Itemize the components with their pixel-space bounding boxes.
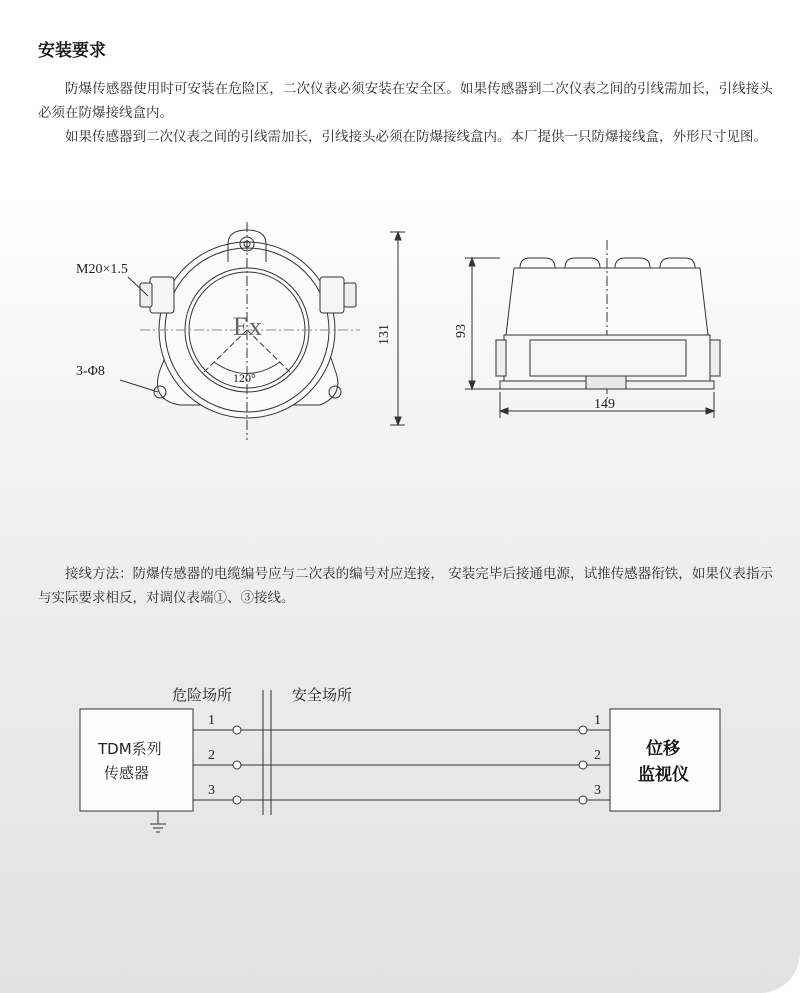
junction-box-front-view (120, 222, 405, 440)
monitor-label-line2: 监视仪 (638, 765, 689, 785)
junction-box-side-view (465, 240, 720, 418)
paragraph-junction-box: 如果传感器到二次仪表之间的引线需加长，引线接头必须在防爆接线盒内。本厂提供一只防爆接线盒，外形尺寸见图。 (65, 129, 767, 145)
sensor-label-line1: TDM系列 (98, 740, 162, 758)
terminal-left-3: 3 (208, 783, 215, 798)
ex-mark: Ex (233, 312, 262, 341)
section-title: 安装要求 (38, 41, 106, 61)
danger-zone-label: 危险场所 (172, 686, 233, 704)
wiring-diagram (80, 690, 720, 832)
monitor-label-line1: 位移 (646, 739, 680, 759)
paragraph-wiring-method: 接线方法：防爆传感器的电缆编号应与二次表的编号对应连接， 安装完毕后接通电源，试推传感器衔铁，如果仪表指示与实际要求相反，对调仪表端①、③接线。 (38, 566, 773, 606)
sensor-label-line2: 传感器 (104, 764, 150, 782)
terminal-right-3: 3 (594, 783, 601, 798)
terminal-left-2: 2 (208, 748, 215, 763)
paragraph-installation: 防爆传感器使用时可安装在危险区，二次仪表必须安装在安全区。如果传感器到二次仪表之间的引线需加长，引线接头必须在防爆接线盒内。 (38, 81, 773, 121)
side-height-dimension: 93 (454, 324, 469, 338)
safe-zone-label: 安全场所 (292, 686, 353, 704)
thread-size-label: M20×1.5 (76, 262, 128, 277)
terminal-right-1: 1 (594, 713, 601, 728)
terminal-right-2: 2 (594, 748, 601, 763)
angle-label: 120° (233, 371, 256, 385)
terminal-left-1: 1 (208, 713, 215, 728)
width-dimension: 149 (594, 397, 615, 412)
height-dimension: 131 (377, 324, 392, 345)
hole-size-label: 3-Φ8 (76, 364, 105, 379)
